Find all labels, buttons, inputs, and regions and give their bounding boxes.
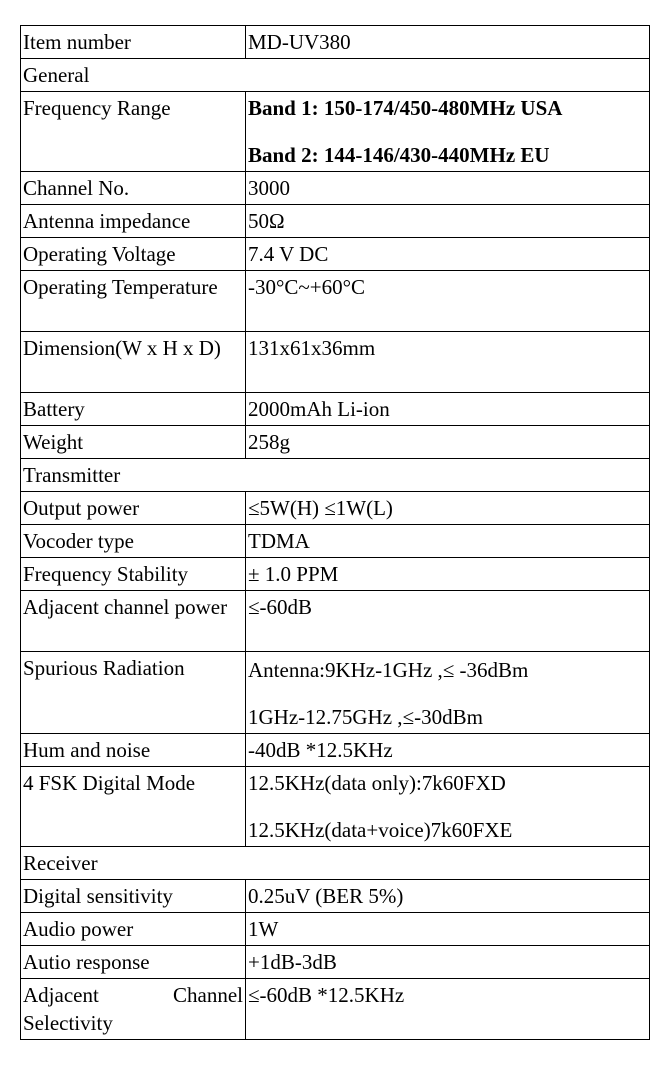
spurious-line-1: Antenna:9KHz-1GHz ,≤ -36dBm [248,658,529,682]
table-row [21,426,650,459]
spurious-line-2: 1GHz-12.75GHz ,≤-30dBm [248,705,483,729]
item-number-label: Item number [21,26,246,59]
section-receiver: Receiver [21,847,650,880]
frequency-stability-label: Frequency Stability [21,558,246,591]
table-row [21,271,650,332]
channel-no-label: Channel No. [21,172,246,205]
hum-and-noise-value: -40dB *12.5KHz [246,734,650,767]
spurious-radiation-value [246,652,650,734]
table-row [21,92,650,172]
table-row [21,492,650,525]
output-power-value: ≤5W(H) ≤1W(L) [246,492,650,525]
table-row [21,26,650,59]
fsk-line-2: 12.5KHz(data+voice)7k60FXE [248,818,513,842]
table-row [21,558,650,591]
battery-value: 2000mAh Li-ion [246,393,650,426]
table-row [21,946,650,979]
frequency-range-label: Frequency Range [21,92,246,172]
digital-sensitivity-label: Digital sensitivity [21,880,246,913]
spec-table [20,25,650,1040]
digital-sensitivity-value: 0.25uV (BER 5%) [246,880,650,913]
operating-voltage-value: 7.4 V DC [246,238,650,271]
table-row [21,205,650,238]
weight-label: Weight [21,426,246,459]
table-row [21,979,650,1040]
spurious-radiation-label: Spurious Radiation [21,652,246,734]
table-row [21,652,650,734]
section-row [21,459,650,492]
antenna-impedance-label: Antenna impedance [21,205,246,238]
dimension-value: 131x61x36mm [246,332,650,393]
hum-and-noise-label: Hum and noise [21,734,246,767]
section-general: General [21,59,650,92]
frequency-range-value [246,92,650,172]
operating-temperature-value: -30°C~+60°C [246,271,650,332]
fsk-digital-mode-label: 4 FSK Digital Mode [21,767,246,847]
adjacent-channel-power-value: ≤-60dB [246,591,650,652]
vocoder-type-value: TDMA [246,525,650,558]
table-row [21,172,650,205]
audio-power-value: 1W [246,913,650,946]
operating-voltage-label: Operating Voltage [21,238,246,271]
vocoder-type-label: Vocoder type [21,525,246,558]
output-power-label: Output power [21,492,246,525]
operating-temperature-label: Operating Temperature [21,271,246,332]
dimension-label: Dimension(W x H x D) [21,332,246,393]
table-row [21,525,650,558]
channel-no-value: 3000 [246,172,650,205]
adjacent-channel-power-label: Adjacent channel power [21,591,246,652]
audio-power-label: Audio power [21,913,246,946]
audio-response-value: +1dB-3dB [246,946,650,979]
antenna-impedance-value: 50Ω [246,205,650,238]
fsk-digital-mode-value [246,767,650,847]
fsk-line-1: 12.5KHz(data only):7k60FXD [248,771,506,795]
frequency-stability-value: ± 1.0 PPM [246,558,650,591]
table-row [21,591,650,652]
table-row [21,913,650,946]
table-row [21,332,650,393]
adjacent-channel-selectivity-label: Adjacent Channel Selectivity [21,979,246,1040]
battery-label: Battery [21,393,246,426]
section-transmitter: Transmitter [21,459,650,492]
band2-text: Band 2: 144-146/430-440MHz EU [248,143,550,167]
table-row [21,767,650,847]
table-row [21,393,650,426]
weight-value: 258g [246,426,650,459]
section-row [21,59,650,92]
audio-response-label: Autio response [21,946,246,979]
adjacent-channel-selectivity-value: ≤-60dB *12.5KHz [246,979,650,1040]
band1-text: Band 1: 150-174/450-480MHz USA [248,96,563,120]
table-row [21,734,650,767]
section-row [21,847,650,880]
table-row [21,880,650,913]
item-number-value: MD-UV380 [246,26,650,59]
table-row [21,238,650,271]
